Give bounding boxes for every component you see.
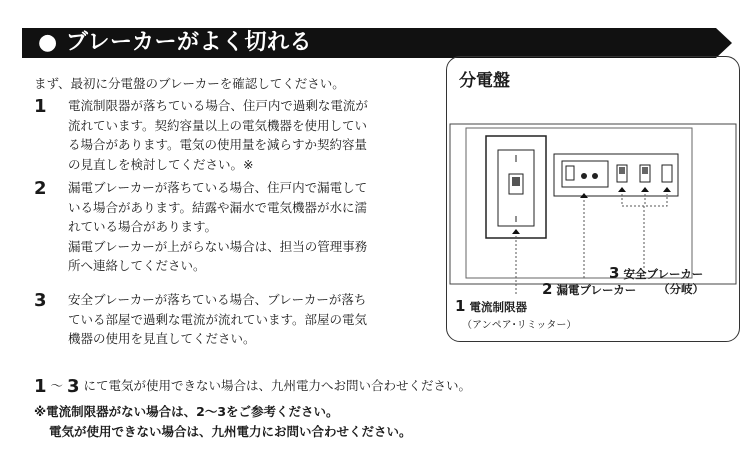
item-line: 漏電ブレーカーが落ちている場合、住戸内で漏電して [68, 180, 368, 195]
footnote-line-2: 電気が使用できない場合は、九州電力にお問い合わせください。 [49, 424, 412, 439]
safety-lever-1 [619, 167, 625, 174]
item-line: 所へ連絡してください。 [68, 258, 206, 273]
arrow-safety-2 [641, 187, 649, 192]
label-earth-leakage-breaker: 2 漏電ブレーカー [542, 280, 637, 298]
item-line: 電流制限器が落ちている場合、住戸内で過剰な電流が [68, 98, 368, 113]
earth-leakage-switch [566, 166, 574, 180]
item-line: 機器の使用を見直してください。 [68, 331, 256, 346]
safety-lever-2 [642, 167, 648, 174]
item-line: 流れています。契約容量以上の電気機器を使用してい [68, 117, 368, 133]
label-safety-breaker: 3 安全ブレーカー [609, 264, 704, 282]
item-line: いる場合があります。結露や漏水で電気機器が水に濡 [68, 199, 368, 215]
arrow-safety-3 [663, 187, 671, 192]
section-header [22, 28, 732, 58]
arrow-safety-1 [618, 187, 626, 192]
item-body [68, 290, 466, 349]
section-title: ● ブレーカーがよく切れる [38, 30, 313, 55]
item-line: れている場合があります。 [68, 219, 218, 234]
arrow-limiter [512, 229, 520, 234]
label-ampere-limiter-sub: （アンペア･リミッター） [462, 320, 577, 331]
item-line: の見直しを検討してください。※ [68, 156, 254, 172]
leakage-indicator-1 [581, 173, 587, 179]
item-number: 1 [34, 96, 47, 117]
summary-text [34, 376, 471, 397]
label-branch: （分岐） [658, 282, 704, 296]
item-body [68, 178, 466, 276]
item-line: る場合があります。電気の使用量を減らすか契約容量 [68, 137, 368, 152]
item-line: 漏電ブレーカーが上がらない場合は、担当の管理事務 [68, 238, 368, 254]
summary-tilde: ～ [46, 378, 67, 393]
item-line: ている部屋で過剰な電流が流れています。部屋の電気 [68, 311, 368, 327]
item-line: 安全ブレーカーが落ちている場合、ブレーカーが落ち [68, 292, 367, 307]
cabinet-outer [450, 124, 736, 284]
ampere-limiter-lever [512, 177, 520, 186]
item-number: 3 [34, 290, 47, 311]
summary-num-from: 1 [34, 376, 47, 397]
item-body [68, 96, 466, 174]
footnote-line-1: ※電流制限器がない場合は、2～3をご参考ください。 [34, 404, 339, 419]
safety-breaker-3 [662, 165, 672, 182]
item-number: 2 [34, 178, 47, 199]
label-ampere-limiter: 1 電流制限器 [455, 297, 527, 315]
summary-body: にて電気が使用できない場合は、九州電力へお問い合わせください。 [79, 378, 471, 393]
footnote [34, 402, 412, 442]
leakage-indicator-2 [592, 173, 598, 179]
panel-title: 分電盤 [459, 71, 510, 91]
summary-num-to: 3 [66, 376, 80, 397]
intro-text: まず、最初に分電盤のブレーカーを確認してください。 [34, 76, 345, 91]
